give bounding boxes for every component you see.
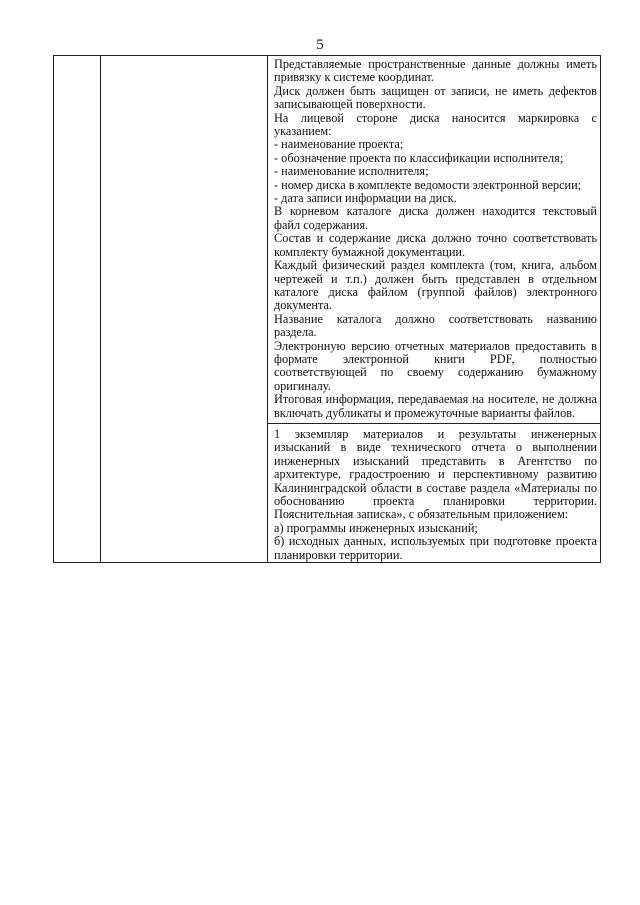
paragraph: Итоговая информация, передаваемая на носителе, не должна включать дубликаты и промежуточные варианты файлов. xyxy=(274,392,597,420)
paragraph: 1 экземпляр материалов и результаты инженерных изысканий в виде технического отчета о выполнении инженерных изысканий представить в Агентство по архитектуре, градостроению и перспективному развитию Калининградской области в составе раздела «Материалы по обоснованию проекта планировки территории. Пояснительная записка», с обязательным приложением: xyxy=(274,426,597,522)
list-item: б) исходных данных, используемых при подготовке проекта планировки территории. xyxy=(274,534,597,562)
page-number: 5 xyxy=(316,37,324,53)
list-item: а) программы инженерных изысканий; xyxy=(274,520,478,535)
list-item: - наименование проекта; xyxy=(274,137,404,152)
content-text xyxy=(268,56,600,562)
row-content-cell xyxy=(268,56,601,563)
list-item: - дата записи информации на диск. xyxy=(274,191,457,206)
paragraph: В корневом каталоге диска должен находится текстовый файл содержания. xyxy=(274,204,597,232)
list-item: - наименование исполнителя; xyxy=(274,164,429,179)
requirements-table xyxy=(53,55,601,563)
paragraph: Состав и содержание диска должно точно соответствовать комплекту бумажной документации. xyxy=(274,231,597,259)
paragraph: Каждый физический раздел комплекта (том, книга, альбом чертежей и т.п.) должен быть представлен в отдельном каталоге диска файлом (группой файлов) электронного документа. xyxy=(274,258,597,313)
row-title-cell xyxy=(101,56,268,563)
paragraph: Представляемые пространственные данные должны иметь привязку к системе координат. xyxy=(274,57,597,85)
paragraph: Название каталога должно соответствовать названию раздела. xyxy=(274,311,597,340)
paragraph: На лицевой стороне диска наносится маркировка с указанием: xyxy=(274,110,597,139)
table-row xyxy=(54,56,601,563)
section-divider xyxy=(268,423,600,562)
list-item: - обозначение проекта по классификации исполнителя; xyxy=(274,150,564,165)
list-item: - номер диска в комплекте ведомости электронной версии; xyxy=(274,177,582,192)
paragraph: Электронную версию отчетных материалов предоставить в формате электронной книги PDF, полностью соответствующей по своему содержанию бумажному оригиналу. xyxy=(274,338,597,393)
paragraph: Диск должен быть защищен от записи, не иметь дефектов записывающей поверхности. xyxy=(274,83,597,112)
row-number-cell xyxy=(54,56,101,563)
